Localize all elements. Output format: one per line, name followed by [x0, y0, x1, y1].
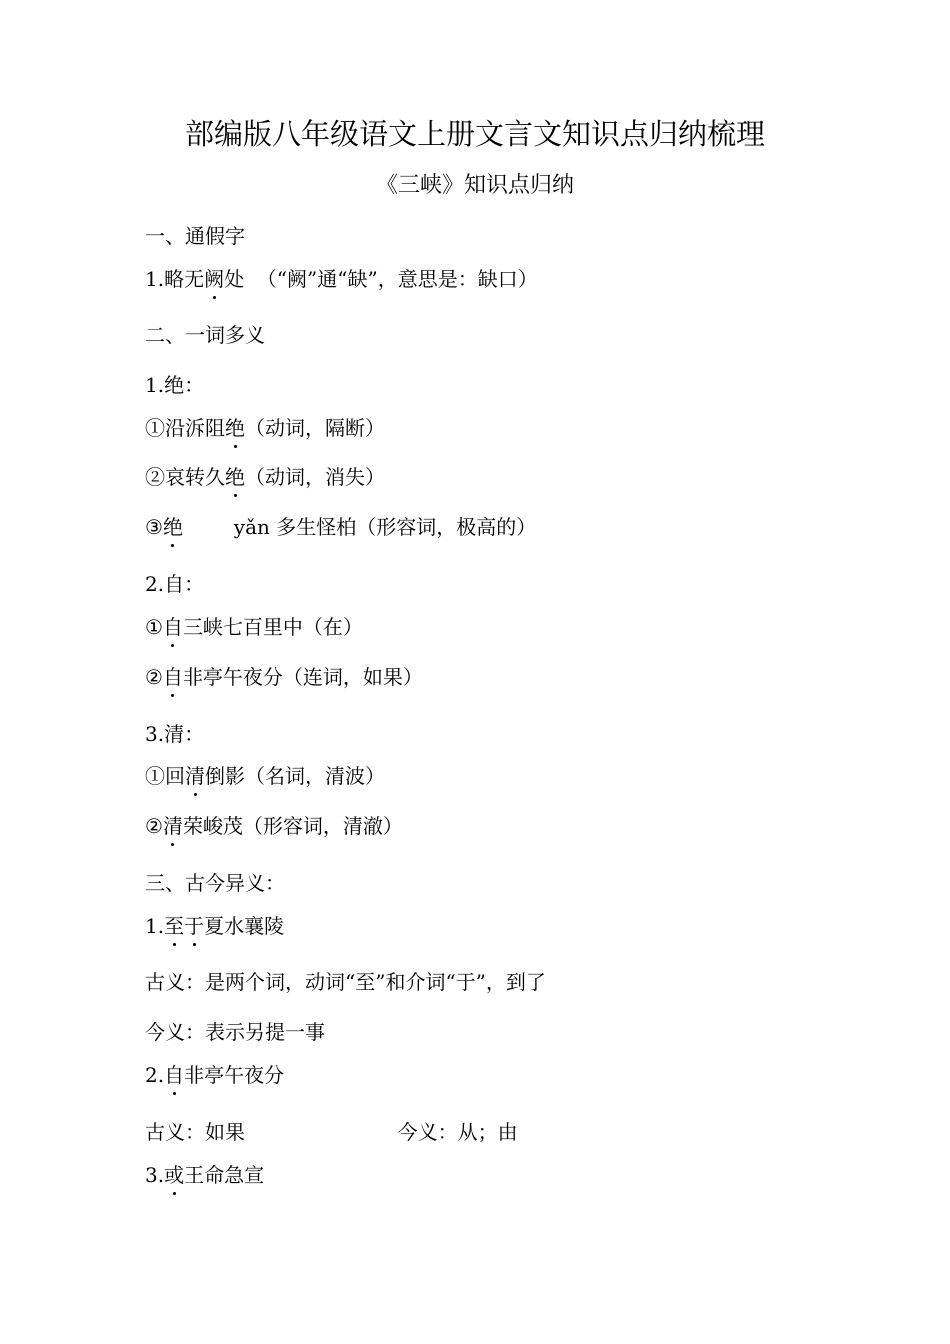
list-item: 3.或王命急宣 [145, 1163, 265, 1187]
emphasis-dot-char [164, 914, 204, 938]
section-heading: 三、古今异义： [145, 871, 285, 895]
emphasis-dot-char: 清 [185, 764, 205, 788]
section-heading: 二、一词多义 [145, 323, 265, 347]
list-item: ②自非亭午夜分（连词，如果） [145, 665, 423, 689]
emphasis-dot-char: 自 [162, 615, 183, 639]
emphasis-dot-char: 阙 [204, 267, 225, 291]
emphasis-dot-char: 自 [164, 1063, 185, 1087]
list-item: 1.略无阙处 （“阙”通“缺”，意思是：缺口） [145, 267, 538, 291]
emphasis-dot-char: 绝 [225, 416, 245, 440]
list-item: 3.清： [145, 722, 205, 746]
list-item: 1.至于夏水襄陵 [145, 914, 285, 938]
emphasis-dot-char: 清 [162, 814, 183, 838]
emphasis-dot-char: 绝 [225, 465, 245, 489]
section-heading: 一、通假字 [145, 224, 245, 248]
list-item: 2.自非亭午夜分 [145, 1063, 285, 1087]
list-item: 2.自： [145, 572, 205, 596]
document-subtitle: 《三峡》知识点归纳 [375, 173, 574, 198]
list-item: 今义：表示另提一事 [145, 1020, 325, 1044]
list-item: ①回清倒影（名词，清波） [145, 764, 385, 788]
emphasis-dot-char: 至 [164, 914, 185, 938]
emphasis-dot-char: 自 [162, 665, 183, 689]
list-item: 古义：如果 今义：从；由 [145, 1120, 518, 1144]
list-item: ①沿泝阻绝（动词，隔断） [145, 416, 385, 440]
emphasis-dot-char: 于 [184, 914, 205, 938]
list-item: 1.绝： [145, 373, 205, 397]
list-item: ③绝 yǎn 多生怪柏（形容词，极高的） [145, 515, 537, 539]
document-title: 部编版八年级语文上册文言文知识点归纳梳理 [184, 117, 765, 151]
list-item: ②哀转久绝（动词，消失） [145, 465, 385, 489]
list-item: ②清荣峻茂（形容词，清澈） [145, 814, 403, 838]
emphasis-dot-char: 绝 [162, 515, 183, 539]
emphasis-dot-char: 或 [164, 1163, 185, 1187]
list-item: ①自三峡七百里中（在） [145, 615, 363, 639]
list-item: 古义：是两个词，动词“至”和介词“于”，到了 [145, 970, 546, 994]
